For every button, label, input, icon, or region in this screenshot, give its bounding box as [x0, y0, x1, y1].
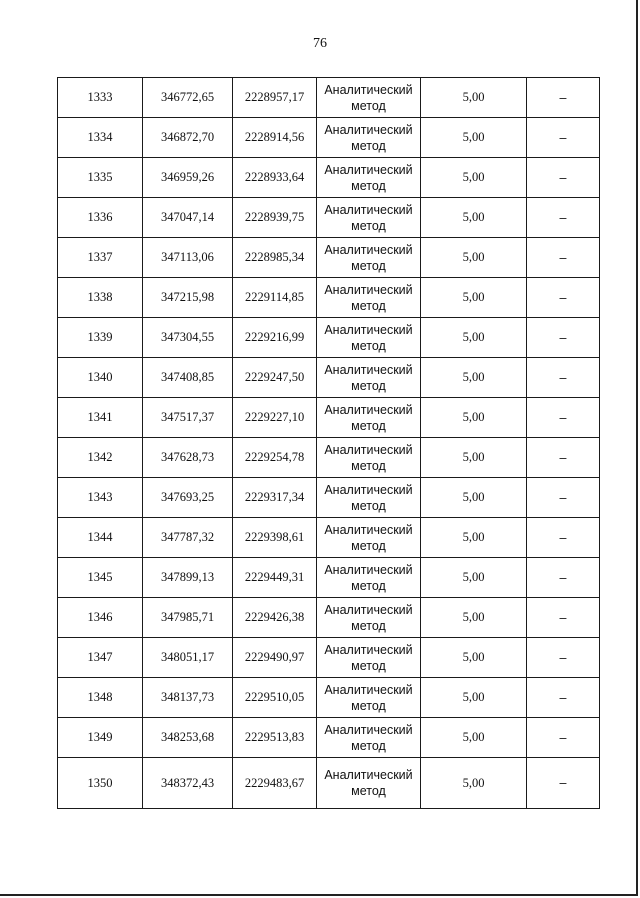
table-row — [58, 158, 600, 198]
method-cell — [317, 758, 421, 809]
note-cell: – — [527, 358, 600, 398]
table-row — [58, 558, 600, 598]
x-coordinate-cell: 348372,43 — [143, 758, 233, 809]
table-body — [58, 78, 600, 809]
accuracy-cell: 5,00 — [421, 278, 527, 318]
point-number-cell: 1341 — [58, 398, 143, 438]
method-line-2: метод — [351, 258, 386, 273]
note-cell: – — [527, 718, 600, 758]
accuracy-cell: 5,00 — [421, 558, 527, 598]
method-line-2: метод — [351, 98, 386, 113]
table-row — [58, 198, 600, 238]
table-row — [58, 758, 600, 809]
note-cell: – — [527, 438, 600, 478]
note-cell: – — [527, 78, 600, 118]
note-cell: – — [527, 478, 600, 518]
y-coordinate-cell: 2229426,38 — [233, 598, 317, 638]
x-coordinate-cell: 348051,17 — [143, 638, 233, 678]
method-cell — [317, 398, 421, 438]
x-coordinate-cell: 348253,68 — [143, 718, 233, 758]
y-coordinate-cell: 2229227,10 — [233, 398, 317, 438]
method-line-1: Аналитический — [324, 642, 413, 657]
method-line-2: метод — [351, 338, 386, 353]
method-line-2: метод — [351, 378, 386, 393]
x-coordinate-cell: 347408,85 — [143, 358, 233, 398]
point-number-cell: 1343 — [58, 478, 143, 518]
accuracy-cell: 5,00 — [421, 238, 527, 278]
accuracy-cell: 5,00 — [421, 78, 527, 118]
note-cell: – — [527, 158, 600, 198]
point-number-cell: 1348 — [58, 678, 143, 718]
x-coordinate-cell: 347304,55 — [143, 318, 233, 358]
table-row — [58, 598, 600, 638]
x-coordinate-cell: 347517,37 — [143, 398, 233, 438]
method-cell — [317, 278, 421, 318]
x-coordinate-cell: 346872,70 — [143, 118, 233, 158]
y-coordinate-cell: 2229254,78 — [233, 438, 317, 478]
y-coordinate-cell: 2228914,56 — [233, 118, 317, 158]
method-cell — [317, 118, 421, 158]
note-cell: – — [527, 278, 600, 318]
y-coordinate-cell: 2229490,97 — [233, 638, 317, 678]
method-line-1: Аналитический — [324, 602, 413, 617]
method-line-2: метод — [351, 178, 386, 193]
accuracy-cell: 5,00 — [421, 398, 527, 438]
y-coordinate-cell: 2229513,83 — [233, 718, 317, 758]
table-row — [58, 118, 600, 158]
x-coordinate-cell: 347787,32 — [143, 518, 233, 558]
method-line-2: метод — [351, 298, 386, 313]
table-row — [58, 678, 600, 718]
y-coordinate-cell: 2228939,75 — [233, 198, 317, 238]
method-line-1: Аналитический — [324, 82, 413, 97]
table-row — [58, 438, 600, 478]
table-row — [58, 318, 600, 358]
point-number-cell: 1349 — [58, 718, 143, 758]
point-number-cell: 1344 — [58, 518, 143, 558]
x-coordinate-cell: 347899,13 — [143, 558, 233, 598]
method-cell — [317, 558, 421, 598]
table-row — [58, 358, 600, 398]
x-coordinate-cell: 347985,71 — [143, 598, 233, 638]
method-line-2: метод — [351, 578, 386, 593]
accuracy-cell: 5,00 — [421, 678, 527, 718]
method-cell — [317, 318, 421, 358]
accuracy-cell: 5,00 — [421, 318, 527, 358]
x-coordinate-cell: 346959,26 — [143, 158, 233, 198]
y-coordinate-cell: 2229398,61 — [233, 518, 317, 558]
method-cell — [317, 598, 421, 638]
coordinates-table — [57, 77, 600, 809]
method-line-2: метод — [351, 658, 386, 673]
method-line-1: Аналитический — [324, 322, 413, 337]
accuracy-cell: 5,00 — [421, 158, 527, 198]
x-coordinate-cell: 347693,25 — [143, 478, 233, 518]
point-number-cell: 1335 — [58, 158, 143, 198]
method-line-2: метод — [351, 784, 386, 798]
method-line-2: метод — [351, 618, 386, 633]
y-coordinate-cell: 2228957,17 — [233, 78, 317, 118]
point-number-cell: 1337 — [58, 238, 143, 278]
method-line-1: Аналитический — [324, 122, 413, 137]
method-cell — [317, 78, 421, 118]
point-number-cell: 1338 — [58, 278, 143, 318]
method-line-1: Аналитический — [324, 402, 413, 417]
table-row — [58, 278, 600, 318]
point-number-cell: 1340 — [58, 358, 143, 398]
method-line-1: Аналитический — [324, 562, 413, 577]
note-cell: – — [527, 118, 600, 158]
note-cell: – — [527, 398, 600, 438]
note-cell: – — [527, 598, 600, 638]
accuracy-cell: 5,00 — [421, 598, 527, 638]
y-coordinate-cell: 2228985,34 — [233, 238, 317, 278]
note-cell: – — [527, 758, 600, 809]
x-coordinate-cell: 346772,65 — [143, 78, 233, 118]
point-number-cell: 1336 — [58, 198, 143, 238]
method-cell — [317, 678, 421, 718]
note-cell: – — [527, 678, 600, 718]
method-cell — [317, 438, 421, 478]
accuracy-cell: 5,00 — [421, 638, 527, 678]
note-cell: – — [527, 238, 600, 278]
method-line-1: Аналитический — [324, 682, 413, 697]
y-coordinate-cell: 2229449,31 — [233, 558, 317, 598]
accuracy-cell: 5,00 — [421, 198, 527, 238]
page-number: 76 — [313, 36, 327, 51]
method-line-1: Аналитический — [324, 768, 413, 782]
method-line-1: Аналитический — [324, 482, 413, 497]
accuracy-cell: 5,00 — [421, 518, 527, 558]
point-number-cell: 1333 — [58, 78, 143, 118]
table-row — [58, 718, 600, 758]
method-line-1: Аналитический — [324, 162, 413, 177]
method-line-2: метод — [351, 498, 386, 513]
note-cell: – — [527, 198, 600, 238]
x-coordinate-cell: 347113,06 — [143, 238, 233, 278]
y-coordinate-cell: 2229317,34 — [233, 478, 317, 518]
point-number-cell: 1334 — [58, 118, 143, 158]
method-line-2: метод — [351, 458, 386, 473]
accuracy-cell: 5,00 — [421, 118, 527, 158]
table-row — [58, 478, 600, 518]
y-coordinate-cell: 2229216,99 — [233, 318, 317, 358]
accuracy-cell: 5,00 — [421, 438, 527, 478]
y-coordinate-cell: 2229510,05 — [233, 678, 317, 718]
x-coordinate-cell: 348137,73 — [143, 678, 233, 718]
method-line-1: Аналитический — [324, 202, 413, 217]
method-line-2: метод — [351, 218, 386, 233]
table-row — [58, 518, 600, 558]
method-cell — [317, 518, 421, 558]
method-line-1: Аналитический — [324, 442, 413, 457]
method-cell — [317, 478, 421, 518]
point-number-cell: 1345 — [58, 558, 143, 598]
method-cell — [317, 638, 421, 678]
method-line-2: метод — [351, 418, 386, 433]
table-row — [58, 638, 600, 678]
method-line-1: Аналитический — [324, 362, 413, 377]
method-cell — [317, 718, 421, 758]
point-number-cell: 1342 — [58, 438, 143, 478]
point-number-cell: 1346 — [58, 598, 143, 638]
method-line-2: метод — [351, 538, 386, 553]
note-cell: – — [527, 558, 600, 598]
x-coordinate-cell: 347215,98 — [143, 278, 233, 318]
accuracy-cell: 5,00 — [421, 358, 527, 398]
table-row — [58, 238, 600, 278]
accuracy-cell: 5,00 — [421, 478, 527, 518]
method-line-1: Аналитический — [324, 282, 413, 297]
note-cell: – — [527, 518, 600, 558]
note-cell: – — [527, 318, 600, 358]
point-number-cell: 1350 — [58, 758, 143, 809]
y-coordinate-cell: 2229483,67 — [233, 758, 317, 809]
table-row — [58, 398, 600, 438]
accuracy-cell: 5,00 — [421, 758, 527, 809]
method-line-2: метод — [351, 138, 386, 153]
method-cell — [317, 198, 421, 238]
method-line-1: Аналитический — [324, 722, 413, 737]
note-cell: – — [527, 638, 600, 678]
method-cell — [317, 158, 421, 198]
method-line-2: метод — [351, 738, 386, 753]
method-line-2: метод — [351, 698, 386, 713]
method-cell — [317, 238, 421, 278]
method-cell — [317, 358, 421, 398]
accuracy-cell: 5,00 — [421, 718, 527, 758]
point-number-cell: 1339 — [58, 318, 143, 358]
y-coordinate-cell: 2229247,50 — [233, 358, 317, 398]
y-coordinate-cell: 2229114,85 — [233, 278, 317, 318]
table-row — [58, 78, 600, 118]
x-coordinate-cell: 347628,73 — [143, 438, 233, 478]
x-coordinate-cell: 347047,14 — [143, 198, 233, 238]
point-number-cell: 1347 — [58, 638, 143, 678]
method-line-1: Аналитический — [324, 242, 413, 257]
y-coordinate-cell: 2228933,64 — [233, 158, 317, 198]
method-line-1: Аналитический — [324, 522, 413, 537]
